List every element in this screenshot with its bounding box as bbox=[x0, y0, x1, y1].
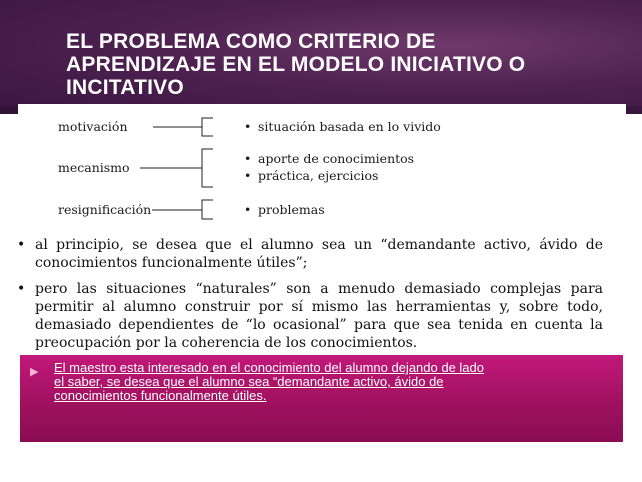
diagram-item-text: situación basada en lo vivido bbox=[258, 119, 441, 134]
diagram-item-text: aporte de conocimientos bbox=[258, 151, 415, 166]
diagram-item-text: práctica, ejercicios bbox=[258, 168, 379, 183]
diagram-item: • aporte de conocimientos bbox=[244, 151, 415, 166]
bullet-paragraph-1 bbox=[17, 236, 603, 272]
bullet-line: al principio, se desea que el alumno sea un “demandante activo, ávido de bbox=[35, 237, 603, 253]
callout-line: El maestro esta interesado en el conocimiento del alumno dejando de lado bbox=[54, 360, 484, 375]
bullet-marker: • bbox=[17, 237, 26, 253]
title-line-3: INCITATIVO bbox=[66, 76, 184, 99]
title-line-1: EL PROBLEMA COMO CRITERIO DE bbox=[66, 30, 436, 53]
bullet-line: conocimientos funcionalmente útiles”; bbox=[35, 255, 308, 271]
bullet-line: permitir al alumno construir por sí mismo las herramientas y, sobre todo, bbox=[35, 299, 603, 315]
diagram-item: • situación basada en lo vivido bbox=[244, 119, 441, 134]
term-mecanismo: mecanismo bbox=[58, 160, 130, 175]
bullet-marker: • bbox=[17, 281, 26, 297]
bullet-paragraph-2 bbox=[17, 280, 603, 352]
play-arrow-icon: ▶ bbox=[30, 365, 39, 378]
diagram-item-text: problemas bbox=[258, 202, 325, 217]
title-line-2: APRENDIZAJE EN EL MODELO INICIATIVO O bbox=[66, 53, 526, 76]
bullet-line: pero las situaciones “naturales” son a menudo demasiado complejas para bbox=[35, 281, 603, 297]
callout-line: el saber, se desea que el alumno sea “demandante activo, ávido de bbox=[54, 374, 444, 389]
callout-box bbox=[20, 355, 623, 442]
bullet-line: demasiado dependientes de “lo ocasional” para que sea tenida en cuenta la bbox=[35, 317, 603, 333]
bullet-line: preocupación por la coherencia de los conocimientos. bbox=[35, 335, 418, 351]
callout-text bbox=[54, 361, 609, 403]
term-resignificacion: resignificación bbox=[58, 202, 152, 217]
diagram-item: • práctica, ejercicios bbox=[244, 168, 379, 183]
diagram-item: • problemas bbox=[244, 202, 325, 217]
term-motivacion: motivación bbox=[58, 119, 128, 134]
callout-line: conocimientos funcionalmente útiles. bbox=[54, 388, 267, 403]
